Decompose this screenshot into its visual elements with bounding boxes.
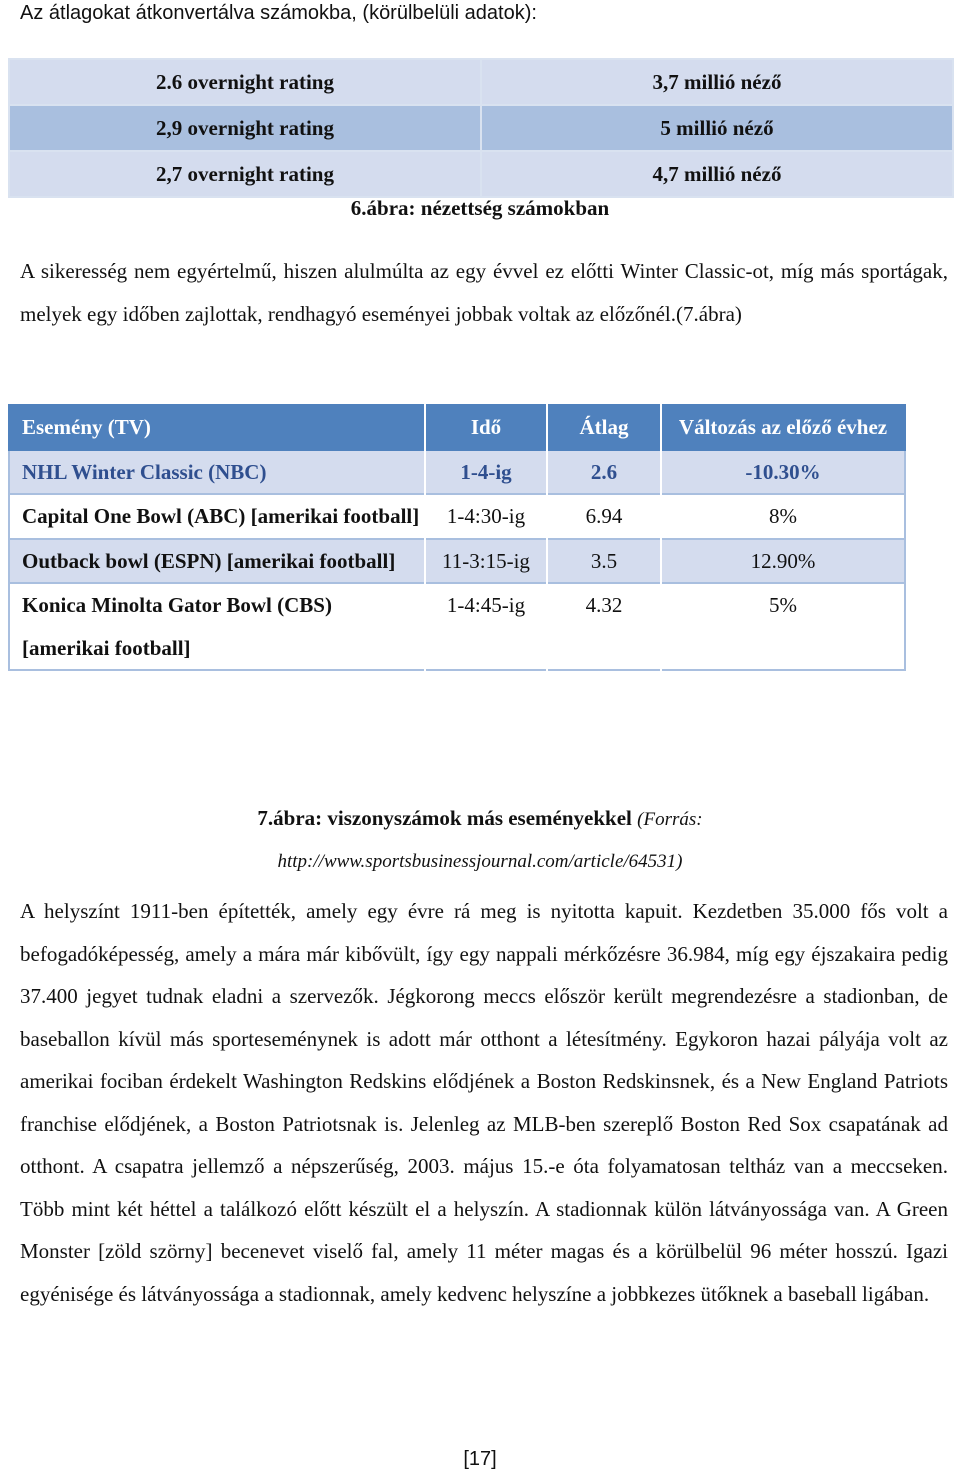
change-cell: 5%	[661, 583, 905, 670]
change-cell: 12.90%	[661, 539, 905, 584]
avg-cell: 4.32	[547, 583, 661, 670]
paragraph-1: A sikeresség nem egyértelmű, hiszen alulmúlta az egy évvel ez előtti Winter Classic-ot, míg más sportágak, melyek egy időben zajlottak, rendhagyó eseményei jobbak voltak az előzőnél.(7.ábra)	[20, 259, 948, 326]
avg-cell: 6.94	[547, 494, 661, 539]
time-cell: 1-4:30-ig	[425, 494, 547, 539]
event-cell: NHL Winter Classic (NBC)	[9, 450, 425, 495]
table-row	[9, 59, 953, 105]
intro-line: Az átlagokat átkonvertálva számokba, (körülbelüli adatok):	[20, 2, 537, 24]
header-change: Változás az előző évhez	[661, 405, 905, 450]
table-row	[9, 539, 905, 584]
event-cell: Outback bowl (ESPN) [amerikai football]	[9, 539, 425, 584]
table-row	[9, 151, 953, 197]
table-row	[9, 105, 953, 151]
table-row	[9, 583, 905, 670]
avg-cell: 3.5	[547, 539, 661, 584]
viewers-cell: 5 millió néző	[481, 105, 953, 151]
header-time: Idő	[425, 405, 547, 450]
time-cell: 11-3:15-ig	[425, 539, 547, 584]
figure-6-caption: 6.ábra: nézettség számokban	[350, 196, 610, 220]
figure-7-source-label: (Forrás:	[637, 809, 703, 830]
table-row	[9, 494, 905, 539]
change-cell: -10.30%	[661, 450, 905, 495]
comparison-table	[8, 404, 906, 671]
event-cell: Konica Minolta Gator Bowl (CBS) [amerikai football]	[9, 583, 425, 670]
header-event: Esemény (TV)	[9, 405, 425, 450]
avg-cell: 2.6	[547, 450, 661, 495]
table-row	[9, 450, 905, 495]
time-cell: 1-4-ig	[425, 450, 547, 495]
rating-cell: 2.6 overnight rating	[9, 59, 481, 105]
table-header-row	[9, 405, 905, 450]
viewers-cell: 4,7 millió néző	[481, 151, 953, 197]
change-cell: 8%	[661, 494, 905, 539]
figure-7-caption-title: 7.ábra: viszonyszámok más eseményekkel	[257, 806, 632, 830]
figure-7-caption	[0, 798, 960, 882]
rating-cell: 2,7 overnight rating	[9, 151, 481, 197]
viewership-table	[8, 58, 954, 198]
time-cell: 1-4:45-ig	[425, 583, 547, 670]
header-avg: Átlag	[547, 405, 661, 450]
event-cell: Capital One Bowl (ABC) [amerikai football]	[9, 494, 425, 539]
figure-7-source-url: http://www.sportsbusinessjournal.com/article/64531)	[277, 851, 683, 872]
rating-cell: 2,9 overnight rating	[9, 105, 481, 151]
page-number: [17]	[463, 1448, 497, 1470]
viewers-cell: 3,7 millió néző	[481, 59, 953, 105]
paragraph-2: A helyszínt 1911-ben építették, amely egy évre rá meg is nyitotta kapuit. Kezdetben 35.000 fős volt a befogadóképesség, amely a mára már kibővült, így egy nappali mérkőzésre 36.984, míg egy éjszakaira pedig 37.400 jegyet tudnak eladni a szervezők. Jégkorong meccs először került megrendezésre a stadionban, de baseballon kívül más sporteseménynek is adott már otthont a létesítmény. Egykoron hazai pályája volt az amerikai fociban érdekelt Washington Redskins elődjének a Boston Redskinsnek, és a New England Patriots franchise elődjének, a Boston Patriotsnak is. Jelenleg az MLB-ben szereplő Boston Red Sox csapatának ad otthont. A csapatra jellemző a népszerűség, 2003. május 15.-e óta folyamatosan teltház van a meccseken. Több mint két héttel a találkozó előtt készült el a helyszín. A stadionnak külön látványossága van. A Green Monster [zöld szörny] becenevet viselő fal, amely 11 méter magas és a körülbelül 96 méter hosszú. Igazi egyénisége és látványossága a stadionnak, amely kedvenc helyszíne a jobbkezes ütőknek a baseball ligában.	[20, 899, 948, 1306]
